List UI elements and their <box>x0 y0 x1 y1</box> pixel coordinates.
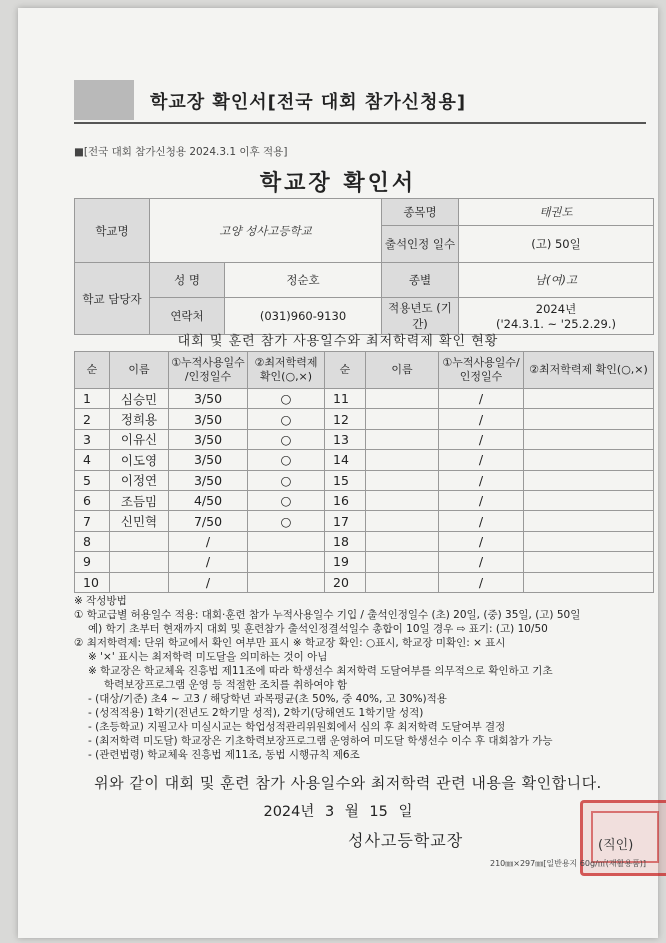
row-name: 심승민 <box>110 389 169 409</box>
status-table <box>74 351 654 593</box>
row-name: 이유신 <box>110 429 169 449</box>
writing-method <box>74 594 658 762</box>
attendance-value: (고) 50일 <box>459 226 654 263</box>
row-days: 7/50 <box>169 511 248 531</box>
method-line: ※ 학교장은 학교체육 진흥법 제11조에 따라 학생선수 최저학력 도달여부를 의무적으로 확인하고 기초 <box>88 665 553 677</box>
contact-value: (031)960-9130 <box>225 298 382 335</box>
info-table <box>74 198 654 335</box>
header-no-2: 순 <box>325 352 366 389</box>
gender-label: 종별 <box>382 263 459 298</box>
row-name <box>366 470 439 490</box>
row-days: 4/50 <box>169 490 248 510</box>
row-check <box>524 490 654 510</box>
row-check <box>248 531 325 551</box>
method-line: - (성적적용) 1학기(전년도 2학기말 성적), 2학기(당해연도 1학기말 성적) <box>88 707 424 719</box>
gender-value: 남(여)고 <box>459 263 654 298</box>
header-check: ②최저학력제 확인(○,×) <box>248 352 325 389</box>
table-row <box>75 409 654 429</box>
row-no: 19 <box>325 552 366 572</box>
school-label: 학교명 <box>75 199 150 263</box>
method-line: 예) 학기 초부터 현재까지 대회 및 훈련참가 출석인정결석일수 총합이 10일 경우 ⇨ 표기: (고) 10/50 <box>88 623 548 635</box>
row-days: / <box>439 572 524 592</box>
section-title: 대회 및 훈련 참가 사용일수와 최저학력제 확인 현황 <box>177 334 499 349</box>
row-days: / <box>439 389 524 409</box>
row-check: ○ <box>248 429 325 449</box>
row-check <box>524 429 654 449</box>
document-page <box>18 8 658 938</box>
row-check: ○ <box>248 389 325 409</box>
row-name <box>366 552 439 572</box>
seal-text: (직인) <box>598 838 634 853</box>
method-heading: ※ 작성방법 <box>74 595 127 607</box>
method-line: ※ '×' 표시는 최저학력 미도달을 의미하는 것이 아님 <box>88 651 328 663</box>
row-no: 20 <box>325 572 366 592</box>
banner-title: 학교장 확인서[전국 대회 참가신청용] <box>150 92 467 113</box>
row-days: / <box>439 470 524 490</box>
row-no: 5 <box>75 470 110 490</box>
date-text: 2024년 3 월 15 일 <box>263 804 413 820</box>
table-row <box>75 572 654 592</box>
row-name <box>366 511 439 531</box>
row-name: 이정연 <box>110 470 169 490</box>
period-value: ('24.3.1. ~ '25.2.29.) <box>495 317 617 331</box>
row-days: / <box>439 450 524 470</box>
row-no: 15 <box>325 470 366 490</box>
row-no: 9 <box>75 552 110 572</box>
row-days: / <box>439 531 524 551</box>
confirm-text: 위와 같이 대회 및 훈련 참가 사용일수와 최저학력 관련 내용을 확인합니다. <box>94 774 602 792</box>
row-name <box>366 429 439 449</box>
row-check <box>524 531 654 551</box>
year-label: 적용년도 (기간) <box>382 298 459 335</box>
row-days: 3/50 <box>169 409 248 429</box>
row-name <box>110 552 169 572</box>
table-row <box>75 429 654 449</box>
method-line: ② 최저학력제: 단위 학교에서 확인 여부만 표시 ※ 학교장 확인: ○표시, 학교장 미확인: × 표시 <box>74 637 506 649</box>
row-days: 3/50 <box>169 389 248 409</box>
method-line: - (관련법령) 학교체육 진흥법 제11조, 동법 시행규칙 제6조 <box>88 749 360 761</box>
row-no: 2 <box>75 409 110 429</box>
row-no: 13 <box>325 429 366 449</box>
banner-box <box>74 80 134 120</box>
row-name <box>110 531 169 551</box>
name-value: 정순호 <box>225 263 382 298</box>
sport-label: 종목명 <box>382 199 459 226</box>
sport-value: 태권도 <box>459 199 654 226</box>
year-cell <box>459 298 654 335</box>
row-no: 1 <box>75 389 110 409</box>
row-name: 정희용 <box>110 409 169 429</box>
row-days: / <box>169 531 248 551</box>
method-line: - (초등학교) 지필고사 미실시교는 학업성적관리위원회에서 심의 후 최저학력 도달여부 결정 <box>88 721 506 733</box>
header-check-2: ②최저학력제 확인(○,×) <box>524 352 654 389</box>
row-name: 이도영 <box>110 450 169 470</box>
row-name <box>366 490 439 510</box>
school-value: 고양 성사고등학교 <box>150 199 382 263</box>
row-days: / <box>169 572 248 592</box>
year-value: 2024년 <box>535 302 577 316</box>
contact-label: 연락처 <box>150 298 225 335</box>
row-days: / <box>439 552 524 572</box>
row-no: 17 <box>325 511 366 531</box>
row-days: 3/50 <box>169 429 248 449</box>
row-no: 18 <box>325 531 366 551</box>
table-row <box>75 450 654 470</box>
top-note: ■[전국 대회 참가신청용 2024.3.1 이후 적용] <box>74 146 288 158</box>
table-row <box>75 490 654 510</box>
row-name: 신민혁 <box>110 511 169 531</box>
method-line: - (대상/기준) 초4 ~ 고3 / 해당학년 과목평균(초 50%, 중 40%, 고 30%)적용 <box>88 693 447 705</box>
row-days: / <box>169 552 248 572</box>
row-name: 조듬밈 <box>110 490 169 510</box>
table-row <box>75 389 654 409</box>
header-days-2: ①누적사용일수/ 인정일수 <box>439 352 524 389</box>
row-no: 4 <box>75 450 110 470</box>
row-name <box>366 531 439 551</box>
row-days: 3/50 <box>169 470 248 490</box>
row-check: ○ <box>248 470 325 490</box>
paper-footer: 210㎜×297㎜[일반용지 60g/㎡(재활용품)] <box>490 859 647 868</box>
row-check <box>524 470 654 490</box>
row-check: ○ <box>248 490 325 510</box>
row-check <box>524 450 654 470</box>
row-check <box>524 389 654 409</box>
row-check <box>248 552 325 572</box>
document-title: 학교장 확인서 <box>259 171 417 196</box>
table-row <box>75 552 654 572</box>
row-no: 16 <box>325 490 366 510</box>
row-name <box>366 409 439 429</box>
header-days: ①누적사용일수 /인정일수 <box>169 352 248 389</box>
method-line: ① 학교급별 허용일수 적용: 대회·훈련 참가 누적사용일수 기입 / 출석인정일수 (초) 20일, (중) 35일, (고) 50일 <box>74 609 581 621</box>
row-name <box>366 389 439 409</box>
row-check <box>524 552 654 572</box>
banner <box>74 80 646 124</box>
attendance-label: 출석인정 일수 <box>382 226 459 263</box>
row-days: / <box>439 429 524 449</box>
row-no: 6 <box>75 490 110 510</box>
name-label: 성 명 <box>150 263 225 298</box>
signer-name: 성사고등학교장 <box>348 831 464 850</box>
method-line: 학력보장프로그램 운영 등 적절한 조치를 취하여야 함 <box>104 679 348 691</box>
row-check: ○ <box>248 511 325 531</box>
row-no: 3 <box>75 429 110 449</box>
row-check <box>524 572 654 592</box>
row-no: 14 <box>325 450 366 470</box>
manager-label: 학교 담당자 <box>75 263 150 335</box>
table-row <box>75 470 654 490</box>
row-check: ○ <box>248 450 325 470</box>
header-no: 순 <box>75 352 110 389</box>
row-days: / <box>439 409 524 429</box>
row-days: / <box>439 511 524 531</box>
method-line: - (최저학력 미도달) 학교장은 기초학력보장프로그램 운영하여 미도달 학생선수 이수 후 대회참가 가능 <box>88 735 553 747</box>
row-no: 8 <box>75 531 110 551</box>
row-days: / <box>439 490 524 510</box>
row-name <box>366 572 439 592</box>
row-check <box>248 572 325 592</box>
table-row <box>75 531 654 551</box>
row-name <box>366 450 439 470</box>
row-name <box>110 572 169 592</box>
header-name-2: 이름 <box>366 352 439 389</box>
row-check <box>524 409 654 429</box>
row-no: 10 <box>75 572 110 592</box>
row-no: 11 <box>325 389 366 409</box>
row-no: 7 <box>75 511 110 531</box>
row-check: ○ <box>248 409 325 429</box>
header-name: 이름 <box>110 352 169 389</box>
row-no: 12 <box>325 409 366 429</box>
row-check <box>524 511 654 531</box>
row-days: 3/50 <box>169 450 248 470</box>
table-row <box>75 511 654 531</box>
